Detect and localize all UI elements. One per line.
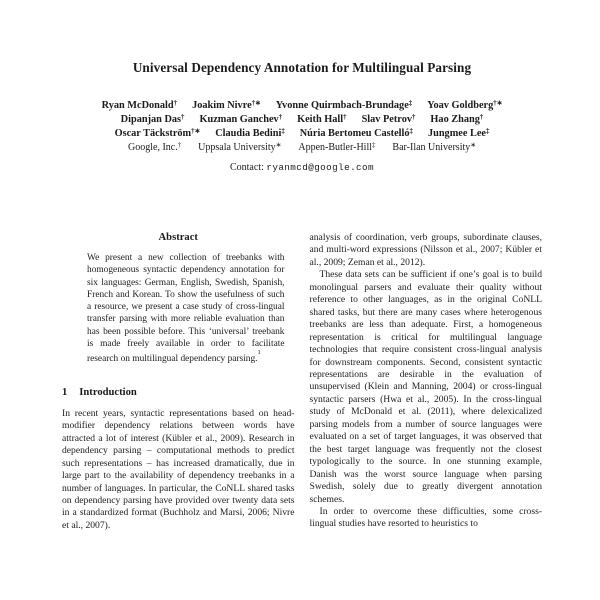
author-name: Hao Zhang† — [430, 113, 484, 125]
author-name: Joakim Nivre†∗ — [192, 99, 261, 111]
contact-label: Contact: — [229, 162, 264, 173]
section-title: Introduction — [79, 386, 137, 398]
affiliation-mark: ‡ — [409, 127, 413, 135]
affiliation-mark: † — [479, 113, 484, 121]
affiliation: Appen-Butler-Hill‡ — [298, 141, 376, 153]
affiliation-mark: †∗ — [251, 99, 261, 107]
affiliation-mark: † — [181, 113, 185, 121]
paper-page — [0, 60, 600, 600]
author-name: Kuzman Ganchev† — [199, 113, 283, 125]
contact-line — [62, 161, 542, 174]
author-name: Jungmee Lee‡ — [427, 127, 490, 139]
affiliation-mark: † — [343, 113, 347, 121]
author-name: Dipanjan Das† — [120, 113, 185, 125]
left-column — [62, 232, 295, 532]
author-name: Yoav Goldberg†∗ — [427, 99, 503, 111]
two-column-body — [62, 232, 542, 532]
right-column-paragraph-1: analysis of coordination, verb groups, subordinate clauses, and multi-word expressions (Nilsson et al., 2007; Kübler et al., 2009; Zeman et al., 2012). — [309, 232, 542, 268]
affiliation-mark: † — [173, 99, 178, 107]
affiliation: Uppsala University∗ — [198, 141, 282, 153]
affiliation: Google, Inc.† — [128, 141, 182, 153]
author-name: Núria Bertomeu Castelló‡ — [299, 127, 413, 139]
affiliation-row — [62, 141, 542, 155]
right-column-paragraph-3: In order to overcome these difficulties, some cross-lingual studies have resorted to heuristics to — [309, 505, 542, 530]
abstract-text: We present a new collection of treebanks with homogeneous syntactic dependency annotation for six languages: German, English, Swedish, Spanish, French and Korean. To show the usefulness of such a resource, we present a case study of cross-lingual transfer parsing with more reliable evaluation than has been possible before. This ‘universal’ treebank is made freely available in order to facilitate research on multilingual dependency parsing.$^1$ — [87, 253, 285, 365]
author-name: Yvonne Quirmbach-Brundage‡ — [275, 99, 413, 111]
contact-email: ryanmcd@google.com — [266, 162, 374, 173]
affiliation-mark: ∗ — [470, 141, 476, 149]
affiliation-mark: † — [412, 113, 416, 121]
affiliation-mark: † — [278, 113, 283, 121]
author-name: Ryan McDonald† — [101, 99, 178, 111]
paper-title: Universal Dependency Annotation for Multilingual Parsing — [132, 60, 472, 75]
affiliation-mark: ‡ — [281, 127, 285, 135]
author-row-2 — [62, 113, 542, 127]
affiliation-mark: ‡ — [486, 127, 490, 135]
affiliation-mark: ‡ — [408, 99, 413, 107]
section-number: 1 — [62, 386, 68, 398]
affiliation: Bar-Ilan University∗ — [392, 141, 476, 153]
affiliation-mark: †∗ — [191, 127, 201, 135]
affiliation-mark: ∗ — [275, 141, 282, 149]
affiliation-mark: †∗ — [493, 99, 503, 107]
footnote-marker: 1 — [257, 349, 261, 357]
author-block — [62, 99, 542, 174]
author-name: Oscar Täckström†∗ — [114, 127, 201, 139]
affiliation-mark: † — [177, 141, 182, 149]
right-column-paragraph-2: These data sets can be sufficient if one’s goal is to build monolingual parsers and evaluate their quality without reference to other languages, as in the original CoNLL shared tasks, but there are many cases where heterogenous treebanks are less than adequate. First, a homogeneous representation is critical for multilingual language technologies that require consistent cross-lingual analysis for downstream components. Second, consistent syntactic representations are desirable in the evaluation of unsupervised (Klein and Manning, 2004) or cross-lingual syntactic parsers (Hwa et al., 2005). In the cross-lingual study of McDonald et al. (2011), where delexicalized parsing models from a number of source languages were evaluated on a set of target languages, it was observed that the best target language was frequently not the closest typologically to the source. In one stunning example, Danish was the worst source language when parsing Swedish, solely due to greatly divergent annotation schemes. — [309, 269, 542, 505]
author-name: Claudia Bedini‡ — [215, 127, 285, 139]
author-name: Keith Hall† — [297, 113, 347, 125]
affiliation-mark: ‡ — [372, 141, 376, 149]
introduction-paragraph: In recent years, syntactic representations based on head-modifier dependency relations between words have attracted a lot of interest (Kübler et al., 2009). Research in dependency parsing – computational methods to predict such representations – has increased dramatically, due in large part to the availability of dependency treebanks in a number of languages. In particular, the CoNLL shared tasks on dependency parsing have provided over twenty data sets in a standardized format (Buchholz and Marsi, 2006; Nivre et al., 2007). — [62, 407, 295, 531]
author-row-1 — [62, 99, 542, 113]
right-column — [310, 232, 543, 532]
author-name: Slav Petrov† — [361, 113, 416, 125]
author-row-3 — [62, 127, 542, 141]
section-heading-introduction — [62, 387, 295, 398]
abstract-heading: Abstract — [158, 232, 198, 243]
